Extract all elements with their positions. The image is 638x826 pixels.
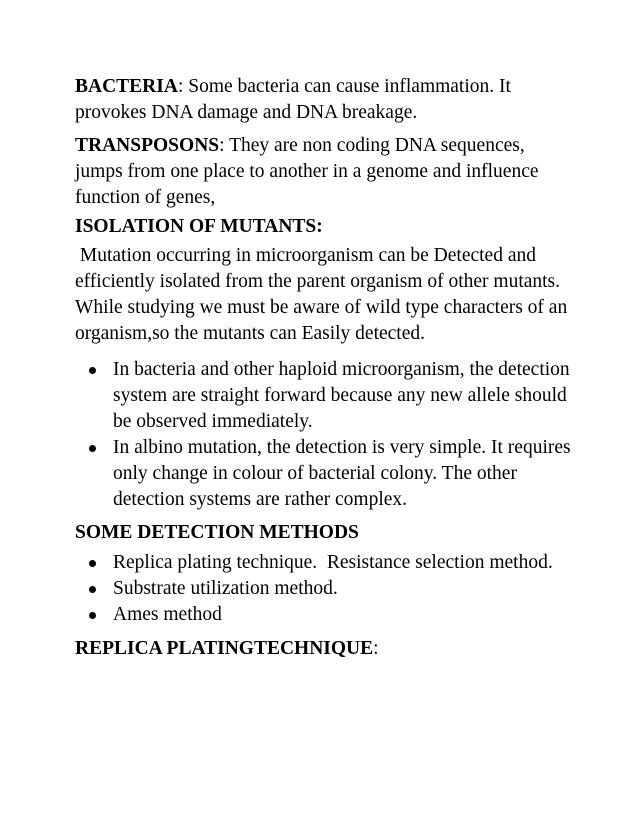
bullet-icon — [89, 560, 96, 567]
detection-methods-heading: SOME DETECTION METHODS — [75, 522, 359, 543]
bacteria-text: : Some bacteria can cause inflammation. It provokes DNA damage and DNA breakage. — [75, 76, 511, 123]
bacteria-term: BACTERIA — [75, 76, 178, 97]
replica-plating-term: REPLICA PLATINGTECHNIQUE — [75, 638, 374, 659]
list-item-text: Substrate utilization method. — [113, 578, 338, 599]
isolation-heading: ISOLATION OF MUTANTS: — [75, 216, 323, 237]
bullet-icon — [89, 586, 96, 593]
detection-methods-bullet-list — [75, 550, 575, 628]
bacteria-paragraph — [75, 74, 575, 126]
isolation-paragraph: Mutation occurring in microorganism can be Detected and efficiently isolated from the parent organism of other mutants. While studying we must be aware of wild type characters of an organism,so the mutants can Easily detected. — [75, 245, 573, 344]
list-item-text: In bacteria and other haploid microorganism, the detection system are straight forward because any new allele should be observed immediately. — [113, 359, 570, 432]
replica-plating-heading — [75, 636, 575, 662]
list-item — [75, 602, 575, 628]
list-item-text: Ames method — [113, 604, 222, 625]
transposons-term: TRANSPOSONS — [75, 135, 220, 156]
document-page — [75, 74, 575, 669]
bullet-icon — [89, 367, 96, 374]
transposons-text: : They are non coding DNA sequences, jumps from one place to another in a genome and influence function of genes, — [75, 135, 539, 208]
list-item — [75, 357, 575, 435]
isolation-bullet-list — [75, 357, 575, 513]
transposons-paragraph — [75, 133, 575, 211]
replica-plating-text: : — [373, 638, 379, 659]
list-item-text: In albino mutation, the detection is very simple. It requires only change in colour of bacterial colony. The other detection systems are rather complex. — [113, 437, 571, 510]
bullet-icon — [89, 612, 96, 619]
list-item — [75, 435, 575, 513]
bullet-icon — [89, 445, 96, 452]
list-item-text: Replica plating technique. Resistance selection method. — [113, 552, 553, 573]
list-item — [75, 576, 575, 602]
list-item — [75, 550, 575, 576]
